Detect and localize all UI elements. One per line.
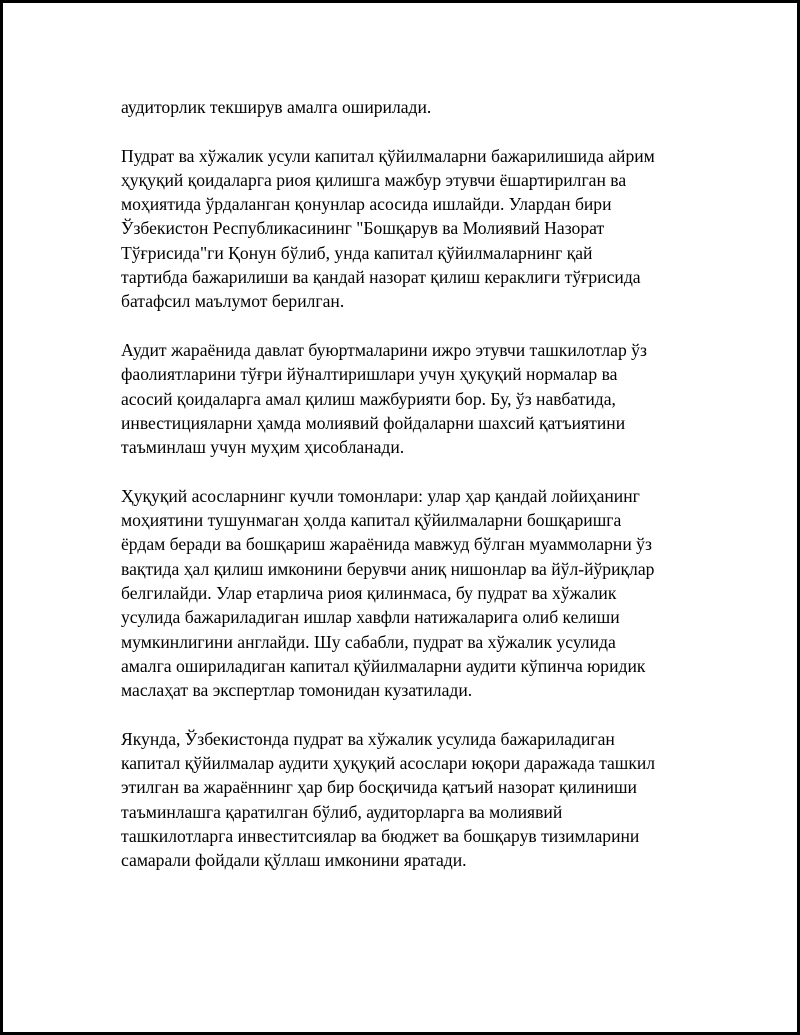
text-line: тартибда бажарилиши ва қандай назорат қилиш кераклиги тўғрисида [121,267,641,288]
text-line: белгилайди. Улар етарлича риоя қилинмаса, бу пудрат ва хўжалик [121,582,617,603]
paragraph-5 [121,727,701,873]
text-line: Тўғрисида"ги Қонун бўлиб, унда капитал қўйилмаларнинг қай [121,242,593,263]
text-line: самарали фойдали қўллаш имконини яратади. [121,850,467,871]
text-line: Ҳуқуқий асосларнинг кучли томонлари: улар ҳар қандай лойиҳанинг [121,485,640,506]
text-line: моҳиятини тушунмаган ҳолда капитал қўйилмаларни бошқаришга [121,510,622,531]
text-line: маслаҳат ва экспертлар томонидан кузатилади. [121,680,473,701]
text-line: таъминлаш учун муҳим ҳисобланади. [121,437,405,458]
document-body [121,95,701,897]
text-line: моҳиятида ўрдаланган қонунлар асосида ишлайди. Улардан бири [121,194,612,215]
text-line: этилган ва жараённинг ҳар бир босқичида қатъий назорат қилиниши [121,777,637,798]
paragraph-2 [121,144,701,314]
text-line: таъминлашга қаратилган бўлиб, аудиторларга ва молиявий [121,801,563,822]
text-line: Аудит жараёнида давлат буюртмаларини ижро этувчи ташкилотлар ўз [121,339,647,360]
text-line: аудиторлик текширув амалга оширилади. [121,97,432,117]
text-line: Ўзбекистон Республикасининг "Бошқарув ва Молиявий Назорат [121,218,605,239]
paragraph-1 [121,95,701,119]
text-line: батафсил маълумот берилган. [121,291,345,312]
text-line: вақтида ҳал қилиш имконини берувчи аниқ нишонлар ва йўл-йўриқлар [121,558,655,579]
text-line: ҳуқуқий қоидаларга риоя қилишга мажбур этувчи ёшартирилган ва [121,169,627,190]
text-line: мумкинлигини англайди. Шу сабабли, пудрат ва хўжалик усулида [121,631,616,652]
paragraph-4 [121,484,701,703]
text-line: ташкилотларга инвеститсиялар ва бюджет ва бошқарув тизимларини [121,825,640,846]
text-line: амалга ошириладиган капитал қўйилмаларни аудити кўпинча юридик [121,655,646,676]
text-line: фаолиятларини тўғри йўналтиришлари учун ҳуқуқий нормалар ва [121,364,618,385]
text-line: инвестицияларни ҳамда молиявий фойдаларни шахсий қатъиятини [121,412,626,433]
text-line: асосий қоидаларга амал қилиш мажбурияти бор. Бу, ўз навбатида, [121,388,616,409]
text-line: капитал қўйилмалар аудити ҳуқуқий асослари юқори даражада ташкил [121,753,656,774]
text-line: Якунда, Ўзбекистонда пудрат ва хўжалик усулида бажариладиган [121,728,615,749]
text-line: ёрдам беради ва бошқариш жараёнида мавжуд бўлган муаммоларни ўз [121,534,652,555]
paragraph-3 [121,338,701,459]
text-line: Пудрат ва хўжалик усули капитал қўйилмаларни бажарилишида айрим [121,145,655,166]
text-line: усулида бажариладиган ишлар хавфли натижаларига олиб келиши [121,607,620,628]
